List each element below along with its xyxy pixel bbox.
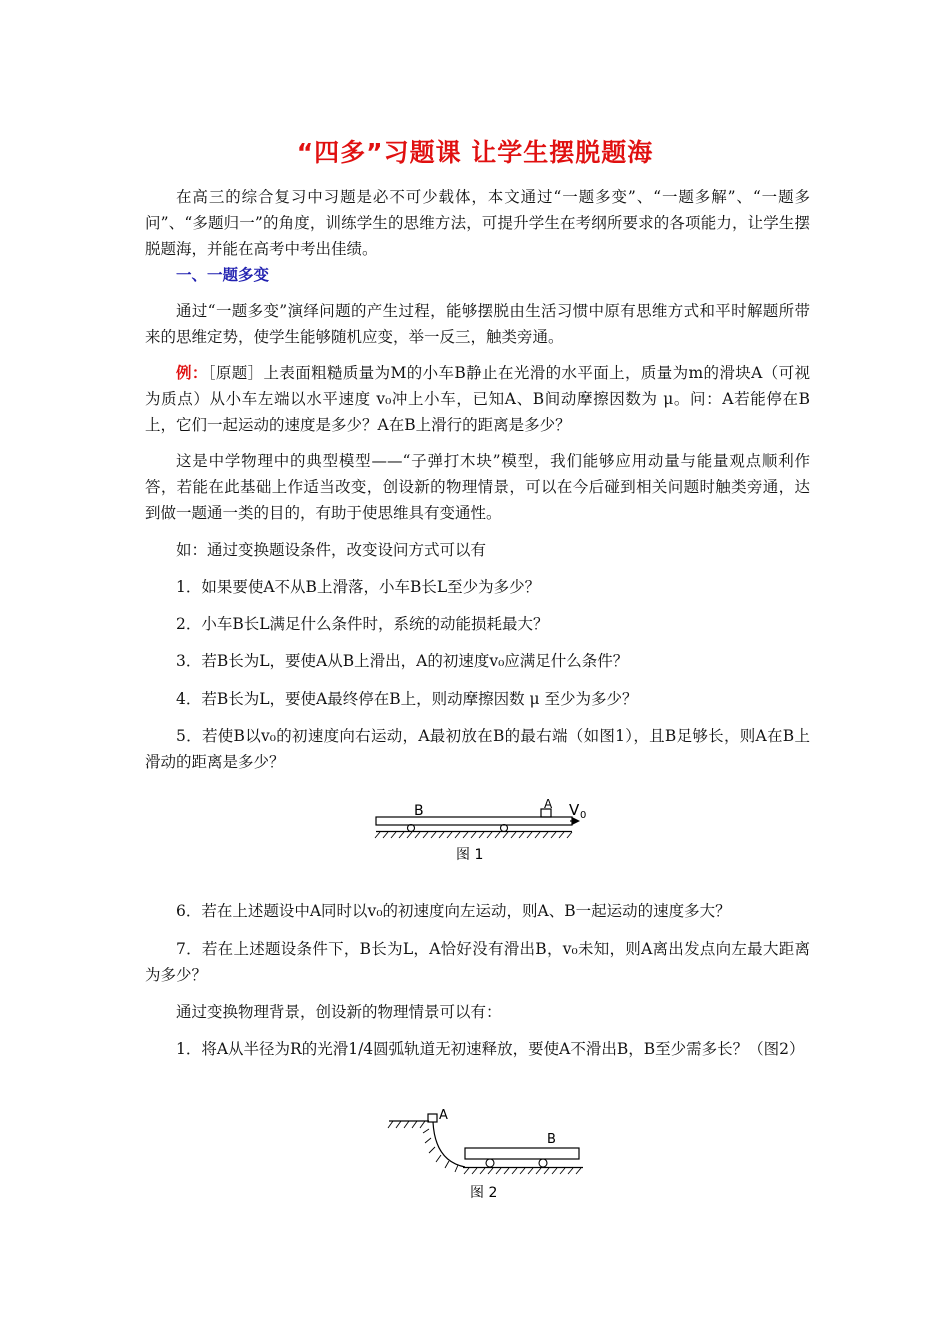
question-3: 3．若B长为L，要使A从B上滑出，A的初速度v₀应满足什么条件？ bbox=[176, 652, 629, 670]
cart-b bbox=[465, 1148, 579, 1159]
label-v-sub: 0 bbox=[580, 810, 587, 821]
ground-hatching bbox=[464, 1168, 581, 1174]
section-paragraph-4: 通过变换物理背景，创设新的物理情景可以有： bbox=[176, 1003, 502, 1021]
question-6: 6．若在上述题设中A同时以v₀的初速度向左运动，则A、B一起运动的速度多大？ bbox=[176, 902, 731, 920]
label-a: A bbox=[544, 797, 553, 811]
figure-2-caption: 图 2 bbox=[470, 1185, 498, 1201]
wheel bbox=[539, 1159, 547, 1167]
label-b: B bbox=[547, 1132, 556, 1147]
example-text: ［原题］上表面粗糙质量为M的小车B静止在光滑的水平面上，质量为m的滑块A（可视为质点）从小车左端以水平速度 v₀冲上小车，已知A、B间动摩擦因数为 μ。问：A若能停在B上，它们一起运动的速度是多少？A在B上滑行的距离是多少？ bbox=[145, 364, 810, 434]
label-v: V bbox=[569, 801, 580, 819]
example-paragraph bbox=[145, 360, 810, 438]
section-paragraph-1: 通过“一题多变”演绎问题的产生过程，能够摆脱由生活习惯中原有思维方式和平时解题所带来的思维定势，使学生能够随机应变，举一反三，触类旁通。 bbox=[145, 302, 810, 346]
section-paragraph-2: 这是中学物理中的典型模型——“子弹打木块”模型，我们能够应用动量与能量观点顺利作答，若能在此基础上作适当改变，创设新的物理情景，可以在今后碰到相关问题时触类旁通，达到做一题通一类的目的，有助于使思维具有变通性。 bbox=[145, 452, 810, 522]
figure-1 bbox=[370, 795, 600, 867]
block-a bbox=[428, 1114, 437, 1122]
wheel bbox=[486, 1159, 494, 1167]
question-1: 1．如果要使A不从B上滑落，小车B长L至少为多少？ bbox=[176, 578, 541, 596]
section-paragraph-3: 如：通过变换题设条件，改变设问方式可以有 bbox=[176, 541, 487, 559]
question-4: 4．若B长为L，要使A最终停在B上，则动摩擦因数 μ 至少为多少？ bbox=[176, 690, 638, 708]
cart-b bbox=[376, 817, 572, 825]
label-a: A bbox=[439, 1108, 448, 1123]
page-title: “四多”习题课 让学生摆脱题海 bbox=[296, 138, 654, 167]
question-5: 5．若使B以v₀的初速度向右运动，A最初放在B的最右端（如图1），且B足够长，则A在B上滑动的距离是多少？ bbox=[145, 727, 810, 771]
intro-paragraph: 在高三的综合复习中习题是必不可少载体，本文通过“一题多变”、“一题多解”、“一题多问”、“多题归一”的角度，训练学生的思维方法，可提升学生在考纲所要求的各项能力，让学生摆脱题海，并能在高考中考出佳绩。 bbox=[145, 188, 810, 258]
ground-hatching bbox=[375, 832, 572, 838]
label-b: B bbox=[414, 803, 424, 819]
scenario-1: 1．将A从半径为R的光滑1/4圆弧轨道无初速释放，要使A不滑出B，B至少需多长？（图2） bbox=[176, 1040, 805, 1058]
example-label: 例： bbox=[176, 364, 208, 382]
figure-2 bbox=[385, 1103, 600, 1203]
question-2: 2．小车B长L满足什么条件时，系统的动能损耗最大？ bbox=[176, 615, 549, 633]
question-7: 7．若在上述题设条件下，B长为L，A恰好没有滑出B，v₀未知，则A离出发点向左最大距离为多少？ bbox=[145, 940, 810, 984]
figure-1-caption: 图 1 bbox=[456, 847, 484, 863]
section-heading: 一、一题多变 bbox=[176, 266, 270, 284]
